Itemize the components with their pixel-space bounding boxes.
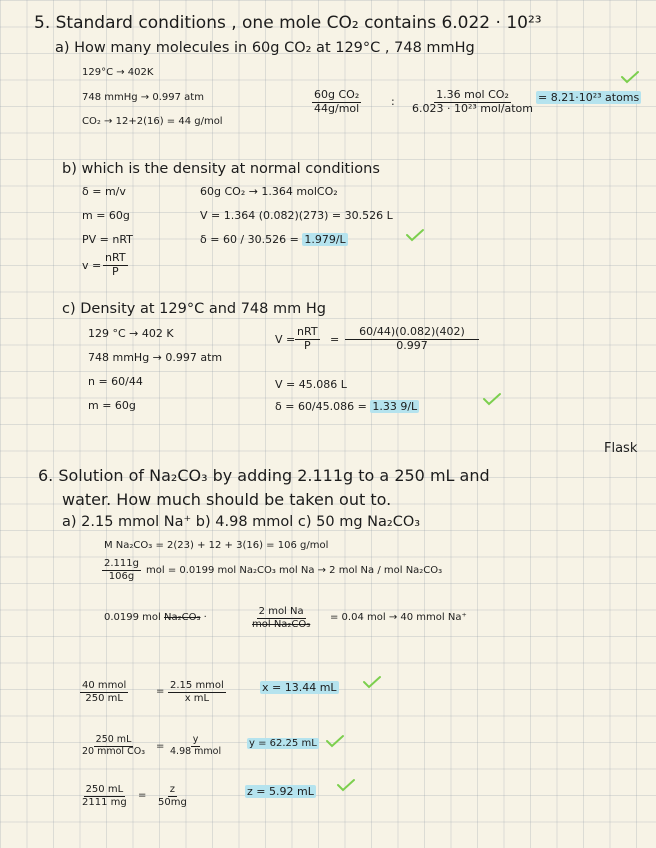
part-b-mass: m = 60g — [82, 209, 130, 222]
checkmark-icon — [620, 70, 640, 84]
fraction-numerator: nRT — [297, 325, 318, 338]
eq-a-fraction-left — [80, 680, 128, 704]
step1-result: mol = 0.0199 mol Na₂CO₃ mol Na → 2 mol Na / mol Na₂CO₃ — [146, 565, 443, 576]
checkmark-icon — [362, 675, 382, 689]
part-b-moles: 60g CO₂ → 1.364 molCO₂ — [200, 185, 338, 198]
step1-fraction — [102, 558, 141, 582]
part-c-volume-result: V = 45.086 L — [275, 378, 347, 391]
eq-b-result: y = 62.25 mL — [249, 738, 317, 749]
checkmark-icon — [405, 228, 425, 242]
fraction-denominator: 106g — [108, 570, 135, 582]
part-b-ideal-gas: PV = nRT — [82, 233, 133, 246]
part-c-result: 1.33 9/L — [372, 400, 418, 413]
eq-b-equals: = — [156, 741, 165, 752]
fraction-denominator: 4.98 mmol — [170, 745, 222, 757]
part-a-molar-mass: CO₂ → 12+2(16) = 44 g/mol — [82, 116, 223, 127]
fraction-denominator: P — [111, 264, 119, 278]
fraction-denominator: x mL — [184, 692, 210, 704]
part-c-volume-fraction-2 — [345, 326, 479, 352]
flask-note: Flask — [604, 441, 638, 456]
part-c-density: δ = 60/45.086 = 1.33 9/L — [275, 400, 418, 413]
fraction-denominator: 44g/mol — [314, 101, 360, 115]
fraction-denominator: 6.023 · 10²³ mol/atom — [412, 101, 533, 115]
eq-b-fraction-left — [80, 735, 147, 758]
part-c-temp-conversion: 129 °C → 402 K — [88, 327, 174, 340]
fraction-denominator: 20 mmol CO₃ — [82, 745, 146, 757]
part-a-colon: : — [391, 95, 395, 108]
fraction-numerator: 250 mL — [85, 784, 124, 795]
eq-a-equals: = — [156, 686, 165, 697]
part-b-volume-label: v = — [82, 259, 102, 272]
problem-6-options: a) 2.15 mmol Na⁺ b) 4.98 mmol c) 50 mg Na₂CO₃ — [62, 514, 421, 530]
step2-result: = 0.04 mol → 40 mmol Na⁺ — [330, 612, 467, 623]
fraction-denominator: mol Na₂CO₃ — [252, 618, 311, 630]
part-c-question: c) Density at 129°C and 748 mm Hg — [62, 301, 326, 317]
eq-c-fraction-right — [156, 784, 189, 808]
checkmark-icon — [336, 778, 356, 792]
fraction-numerator: 60/44)(0.082)(402) — [345, 326, 479, 340]
step2-amount: 0.0199 mol Na₂CO₃ · — [104, 612, 207, 623]
part-a-fraction-2 — [410, 89, 535, 115]
fraction-numerator: z — [169, 784, 176, 795]
fraction-denominator: P — [303, 338, 311, 352]
eq-c-fraction-left — [80, 784, 129, 808]
part-b-result: 1.979/L — [304, 233, 346, 246]
part-a-temp-conversion: 129°C → 402K — [82, 67, 154, 78]
fraction-numerator: 2.111g — [104, 558, 139, 569]
part-c-mass: m = 60g — [88, 399, 136, 412]
fraction-denominator: 50mg — [158, 796, 187, 808]
part-b-density: δ = 60 / 30.526 = 1.979/L — [200, 233, 346, 246]
part-c-volume-fraction-1 — [295, 326, 320, 352]
part-a-result: = 8.21·10²³ atoms — [538, 91, 640, 104]
fraction-numerator: 2 mol Na — [258, 606, 304, 617]
eq-a-fraction-right — [168, 680, 226, 704]
fraction-numerator: 250 mL — [95, 734, 132, 745]
problem-6-title-line1: 6. Solution of Na₂CO₃ by adding 2.111g to a 250 mL and — [38, 466, 490, 485]
part-a-pressure-conversion: 748 mmHg → 0.997 atm — [82, 92, 204, 103]
molar-mass-na2co3: M Na₂CO₃ = 2(23) + 12 + 3(16) = 106 g/mol — [104, 540, 329, 551]
part-c-volume-label: V = — [275, 333, 296, 346]
eq-c-equals: = — [138, 790, 147, 801]
problem-5-title: 5. Standard conditions , one mole CO₂ contains 6.022 · 10²³ — [34, 13, 542, 33]
part-a-fraction-1 — [312, 89, 361, 115]
fraction-numerator: 60g CO₂ — [314, 88, 360, 101]
part-b-question: b) which is the density at normal conditions — [62, 161, 380, 177]
checkmark-icon — [482, 392, 502, 406]
eq-b-fraction-right — [168, 735, 223, 758]
fraction-denominator: 0.997 — [396, 338, 428, 352]
part-b-volume: V = 1.364 (0.082)(273) = 30.526 L — [200, 209, 393, 222]
fraction-numerator: 2.15 mmol — [170, 680, 224, 691]
fraction-numerator: 1.36 mol CO₂ — [436, 88, 509, 101]
part-b-volume-fraction — [103, 252, 128, 278]
fraction-numerator: 40 mmol — [82, 680, 127, 691]
part-c-equals: = — [330, 333, 340, 346]
fraction-numerator: y — [192, 734, 199, 745]
eq-a-result: x = 13.44 mL — [262, 681, 337, 694]
eq-c-result: z = 5.92 mL — [247, 785, 314, 798]
problem-6-title-line2: water. How much should be taken out to. — [62, 490, 392, 509]
part-a-question: a) How many molecules in 60g CO₂ at 129°C , 748 mmHg — [55, 40, 475, 56]
fraction-denominator: 2111 mg — [82, 796, 127, 808]
fraction-numerator: nRT — [105, 251, 126, 264]
step2-fraction — [250, 606, 312, 630]
part-c-moles: n = 60/44 — [88, 375, 143, 388]
checkmark-icon — [325, 734, 345, 748]
part-c-pressure-conversion: 748 mmHg → 0.997 atm — [88, 351, 223, 364]
part-b-density-formula: δ = m/v — [82, 185, 126, 198]
fraction-denominator: 250 mL — [85, 692, 123, 704]
